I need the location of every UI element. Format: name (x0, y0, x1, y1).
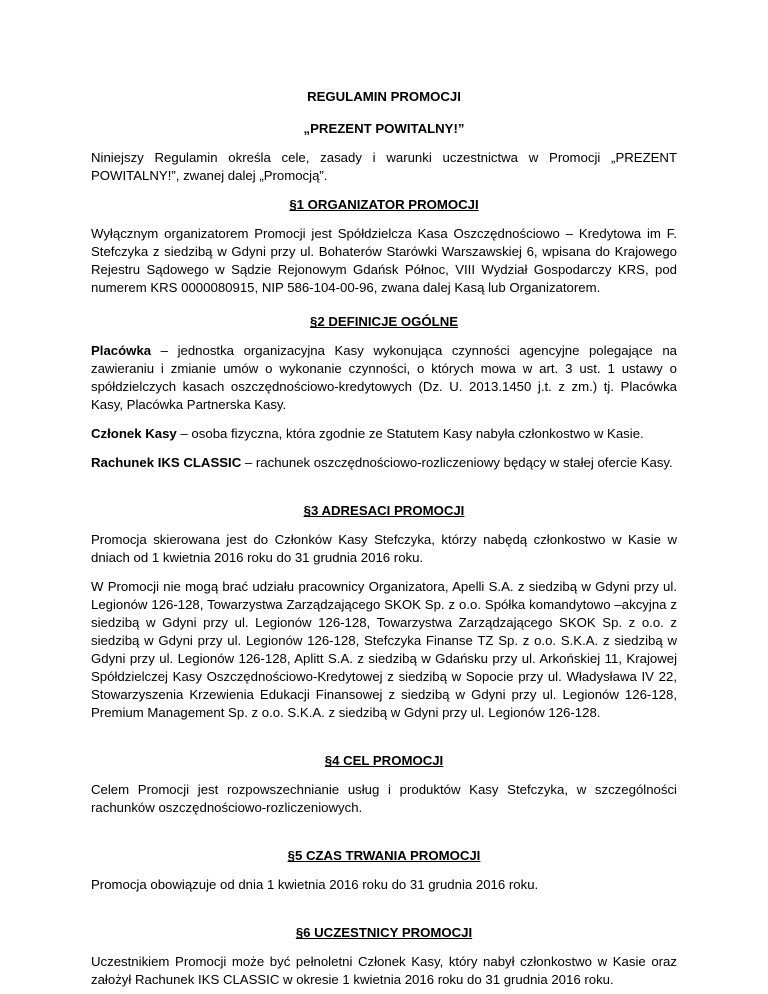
definition-czlonek-kasy (91, 425, 677, 443)
definition-text: – rachunek oszczędnościowo-rozliczeniowy będący w stałej ofercie Kasy. (241, 455, 673, 470)
section-2-heading: §2 DEFINICJE OGÓLNE (309, 314, 459, 329)
section-4-heading: §4 CEL PROMOCJI (324, 753, 444, 768)
definition-text: – jednostka organizacyjna Kasy wykonująca czynności agencyjne polegające na zawieraniu i zmianie umów o wykonanie czynności, o których mowa w art. 3 ust. 1 ustawy o spółdzielczych kasach oszczędnościowo-kredytowych (Dz. U. 2013.1450 j.t. z zm.) tj. Placówka Kasy, Placówka Partnerska Kasy. (91, 343, 677, 412)
section-1-heading: §1 ORGANIZATOR PROMOCJI (289, 197, 479, 212)
section-3-paragraph-2: W Promocji nie mogą brać udziału pracownicy Organizatora, Apelli S.A. z siedzibą w Gdyni przy ul. Legionów 126-128, Towarzystwa Zarządzającego SKOK Sp. z o.o. Spółka komandytowo –akcyjna z siedzibą w Gdyni przy ul. Legionów 126-128, Towarzystwa Zarządzającego SKOK Sp. z o.o. z siedzibą w Gdyni przy ul. Legionów 126-128, Stefczyka Finanse TZ Sp. z o.o. S.K.A. z siedzibą w Gdyni przy ul. Legionów 126-128, Aplitt S.A. z siedzibą w Gdańsku przy ul. Arkońskiej 11, Krajowej Spółdzielczej Kasy Oszczędnościowo-Kredytowej z siedzibą w Sopocie przy ul. Władysława IV 22, Stowarzyszenia Krzewienia Edukacji Finansowej z siedzibą w Gdyni przy ul. Legionów 126-128, Premium Management Sp. z o.o. S.K.A. z siedzibą w Gdyni przy ul. Legionów 126-128. (91, 579, 677, 720)
section-1-text: Wyłącznym organizatorem Promocji jest Spółdzielcza Kasa Oszczędnościowo – Kredytowa im F. Stefczyka z siedzibą w Gdyni przy ul. Bohaterów Starówki Warszawskiej 6, wpisana do Krajowego Rejestru Sądowego w Sądzie Rejonowym Gdańsk Północ, VIII Wydział Gospodarczy KRS, pod numerem KRS 0000080915, NIP 586-104-00-96, zwana dalej Kasą lub Organizatorem. (91, 226, 677, 295)
definition-term: Placówka (91, 343, 152, 358)
document-page (91, 88, 677, 989)
definition-term: Rachunek IKS CLASSIC (91, 455, 242, 470)
document-subtitle: „PREZENT POWITALNY!” (303, 121, 465, 136)
section-5-text: Promocja obowiązuje od dnia 1 kwietnia 2016 roku do 31 grudnia 2016 roku. (91, 877, 539, 892)
section-4-text: Celem Promocji jest rozpowszechnianie usług i produktów Kasy Stefczyka, w szczególności rachunków oszczędnościowo-rozliczeniowych. (91, 782, 677, 815)
section-3-paragraph-1: Promocja skierowana jest do Członków Kasy Stefczyka, którzy nabędą członkostwo w Kasie w dniach od 1 kwietnia 2016 roku do 31 grudnia 2016 roku. (91, 532, 677, 565)
definition-placowka (91, 342, 677, 414)
section-5-heading: §5 CZAS TRWANIA PROMOCJI (287, 848, 481, 863)
intro-paragraph: Niniejszy Regulamin określa cele, zasady i warunki uczestnictwa w Promocji „PREZENT POWITALNY!”, zwanej dalej „Promocją”. (91, 150, 677, 183)
document-title: REGULAMIN PROMOCJI (307, 89, 461, 104)
definition-text: – osoba fizyczna, która zgodnie ze Statutem Kasy nabyła członkostwo w Kasie. (176, 426, 644, 441)
definition-rachunek (91, 454, 677, 472)
section-6-heading: §6 UCZESTNICY PROMOCJI (295, 925, 473, 940)
definition-term: Członek Kasy (91, 426, 177, 441)
section-6-text: Uczestnikiem Promocji może być pełnoletni Członek Kasy, który nabył członkostwo w Kasie oraz założył Rachunek IKS CLASSIC w okresie 1 kwietnia 2016 roku do 31 grudnia 2016 roku. (91, 954, 677, 987)
section-3-heading: §3 ADRESACI PROMOCJI (303, 503, 465, 518)
